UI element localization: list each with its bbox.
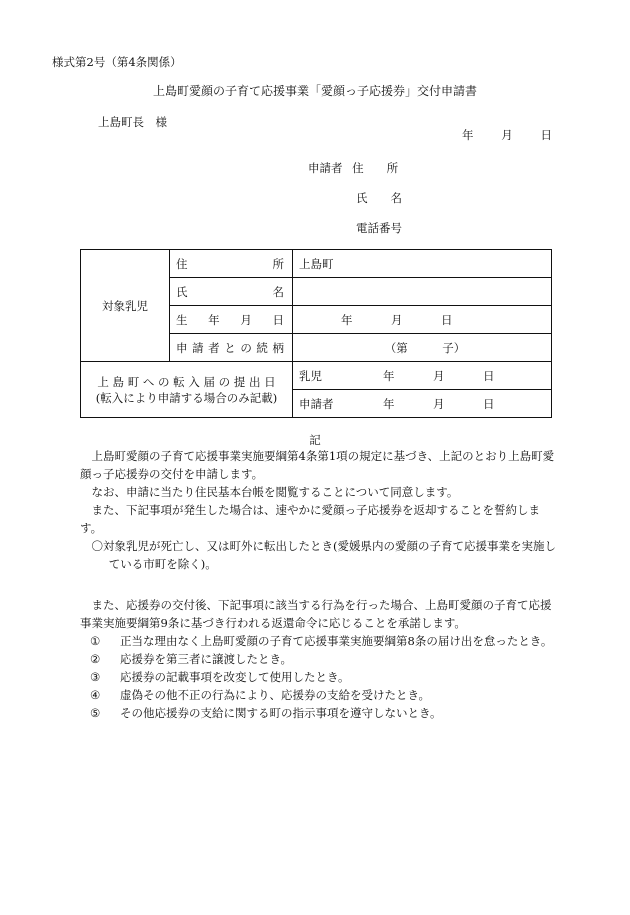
transfer-date-applicant-field[interactable]: 申請者 年 月 日	[293, 390, 552, 418]
relationship-label: 申 請 者 と の 続 柄	[170, 334, 293, 362]
address-label: 住 所	[170, 250, 293, 278]
applicant-name-label: 氏 名	[356, 191, 402, 205]
return-condition: 〇対象乳児が死亡し、又は町外に転出したとき(愛媛県内の愛顔の子育て応援事業を実施している市町を除く)。	[91, 539, 556, 571]
applicant-name-row[interactable]	[356, 190, 402, 206]
transfer-date-group-label: 上 島 町 へ の 転 入 届 の 提 出 日 (転入により申請する場合のみ記載)	[81, 362, 293, 418]
addressee: 上島町長 様	[98, 115, 167, 129]
ki-heading: 記	[309, 433, 321, 447]
date-day: 日	[540, 128, 552, 142]
relationship-field[interactable]: （第 子）	[293, 334, 552, 362]
list-item: ③ 応援券の記載事項を改変して使用したとき。	[90, 670, 350, 684]
infant-info-table	[80, 249, 552, 418]
transfer-date-infant-field[interactable]: 乳児 年 月 日	[293, 362, 552, 390]
date-month: 月	[501, 128, 513, 142]
name-label: 氏 名	[170, 278, 293, 306]
statement-block	[80, 447, 558, 573]
list-item: ① 正当な理由なく上島町愛顔の子育て応援事業実施要綱第8条の届け出を怠ったとき。	[90, 634, 553, 648]
application-date[interactable]	[462, 127, 552, 143]
infant-address-field[interactable]: 上島町	[293, 250, 552, 278]
form-number: 様式第2号（第4条関係）	[52, 55, 182, 69]
applicant-phone-label: 電話番号	[356, 221, 402, 235]
application-statement: 上島町愛顔の子育て応援事業実施要綱第4条第1項の規定に基づき、上記のとおり上島町愛顔っ子応援券の交付を申請します。	[80, 449, 555, 481]
date-year: 年	[462, 128, 474, 142]
applicant-phone-row[interactable]	[356, 220, 402, 236]
infant-birthdate-field[interactable]: 年 月 日	[293, 306, 552, 334]
consent-statement: なお、申請に当たり住民基本台帳を閲覧することについて同意します。	[91, 485, 459, 499]
infant-group-label: 対象乳児	[81, 250, 170, 362]
pledge-statement: また、下記事項が発生した場合は、速やかに愛顔っ子応援券を返却することを誓約します。	[80, 503, 540, 535]
infant-name-field[interactable]	[293, 278, 552, 306]
applicant-address-row[interactable]	[308, 160, 398, 176]
document-title: 上島町愛顔の子育て応援事業「愛顔っ子応援券」交付申請書	[152, 84, 477, 98]
list-item: ② 応援券を第三者に譲渡したとき。	[90, 652, 293, 666]
return-order-statement: また、応援券の交付後、下記事項に該当する行為を行った場合、上島町愛顔の子育て応援事業実施要綱第9条に基づき行われる返還命令に応じることを承諾します。	[80, 598, 552, 630]
birthdate-label: 生 年 月 日	[170, 306, 293, 334]
applicant-label: 申請者	[308, 161, 343, 175]
return-order-block	[80, 596, 558, 722]
list-item: ⑤ その他応援券の支給に関する町の指示事項を遵守しないとき。	[90, 706, 442, 720]
list-item: ④ 虚偽その他不正の行為により、応援券の支給を受けたとき。	[90, 688, 431, 702]
applicant-address-label: 住 所	[352, 161, 399, 175]
